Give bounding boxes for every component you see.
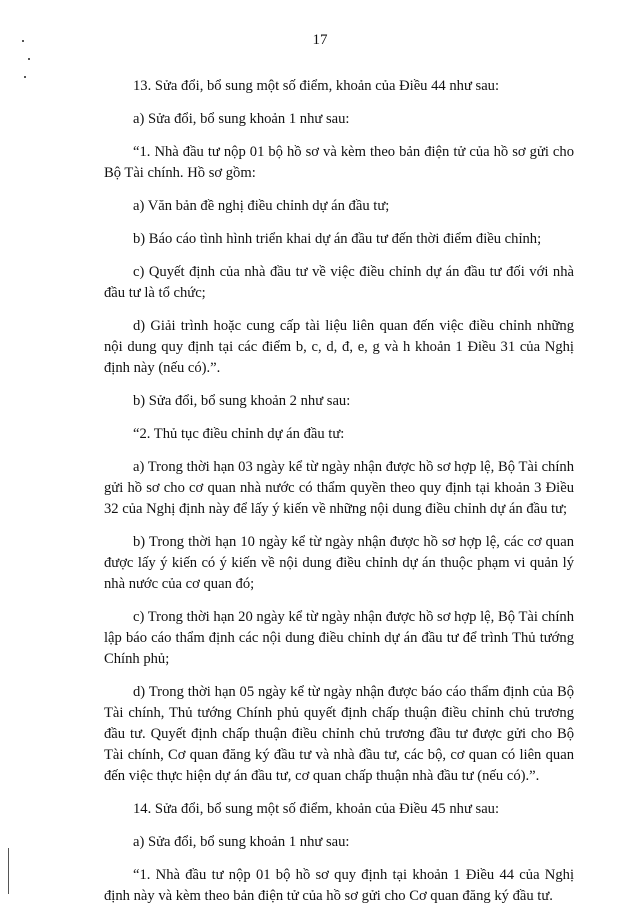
section-14-clause-1: “1. Nhà đầu tư nộp 01 bộ hồ sơ quy định tại khoản 1 Điều 44 của Nghị định này và kèm theo bản điện tử của hồ sơ gửi cho Cơ quan đăng ký đầu tư. (104, 867, 574, 904)
item-b: b) Báo cáo tình hình triển khai dự án đầu tư đến thời điểm điều chỉnh; (133, 231, 542, 247)
clause-a-heading: a) Sửa đổi, bổ sung khoản 1 như sau: (133, 111, 350, 127)
procedure-d: d) Trong thời hạn 05 ngày kể từ ngày nhận được báo cáo thẩm định của Bộ Tài chính, Thủ tướng Chính phủ quyết định chấp thuận điều chỉnh chủ trương đầu tư. Quyết định chấp thuận điều chỉnh chủ trương đầu tư được gửi cho Bộ Tài chính, Cơ quan đăng ký đầu tư và nhà đầu tư, các bộ, cơ quan có liên quan đến việc thực hiện dự án đầu tư, cơ quan chấp thuận nhà đầu tư (nếu có).”. (104, 684, 574, 784)
scan-dot (24, 76, 26, 78)
procedure-a: a) Trong thời hạn 03 ngày kể từ ngày nhận được hồ sơ hợp lệ, Bộ Tài chính gửi hồ sơ cho cơ quan nhà nước có thẩm quyền theo quy định tại khoản 3 Điều 32 của Nghị định này để lấy ý kiến về những nội dung điều chỉnh dự án đầu tư; (104, 459, 574, 517)
scan-dot (22, 40, 24, 42)
page-number: 17 (312, 32, 328, 48)
item-c: c) Quyết định của nhà đầu tư về việc điều chỉnh dự án đầu tư đối với nhà đầu tư là tổ chức; (104, 264, 574, 301)
section-13-heading: 13. Sửa đổi, bổ sung một số điểm, khoản của Điều 44 như sau: (133, 78, 500, 94)
item-a: a) Văn bản đề nghị điều chỉnh dự án đầu tư; (133, 198, 390, 214)
document-body (104, 76, 574, 919)
scan-edge-line (8, 848, 9, 894)
clause-b-heading: b) Sửa đổi, bổ sung khoản 2 như sau: (133, 393, 351, 409)
procedure-c: c) Trong thời hạn 20 ngày kể từ ngày nhận được hồ sơ hợp lệ, Bộ Tài chính lập báo cáo thẩm định các nội dung điều chỉnh dự án đầu tư để trình Thủ tướng Chính phủ; (104, 609, 574, 667)
section-14-heading: 14. Sửa đổi, bổ sung một số điểm, khoản của Điều 45 như sau: (133, 801, 500, 817)
item-d: d) Giải trình hoặc cung cấp tài liệu liên quan đến việc điều chỉnh những nội dung quy định tại các điểm b, c, d, đ, e, g và h khoản 1 Điều 31 của Nghị định này (nếu có).”. (104, 318, 574, 376)
clause-1-intro: “1. Nhà đầu tư nộp 01 bộ hồ sơ và kèm theo bản điện tử của hồ sơ gửi cho Bộ Tài chính. Hồ sơ gồm: (104, 144, 574, 181)
procedure-b: b) Trong thời hạn 10 ngày kể từ ngày nhận được hồ sơ hợp lệ, các cơ quan được lấy ý kiến có ý kiến về nội dung điều chỉnh dự án thuộc phạm vi quản lý nhà nước của cơ quan đó; (104, 534, 574, 592)
scan-dot (28, 58, 30, 60)
section-14-clause-a-heading: a) Sửa đổi, bổ sung khoản 1 như sau: (133, 834, 350, 850)
clause-2-intro: “2. Thủ tục điều chỉnh dự án đầu tư: (133, 426, 345, 442)
